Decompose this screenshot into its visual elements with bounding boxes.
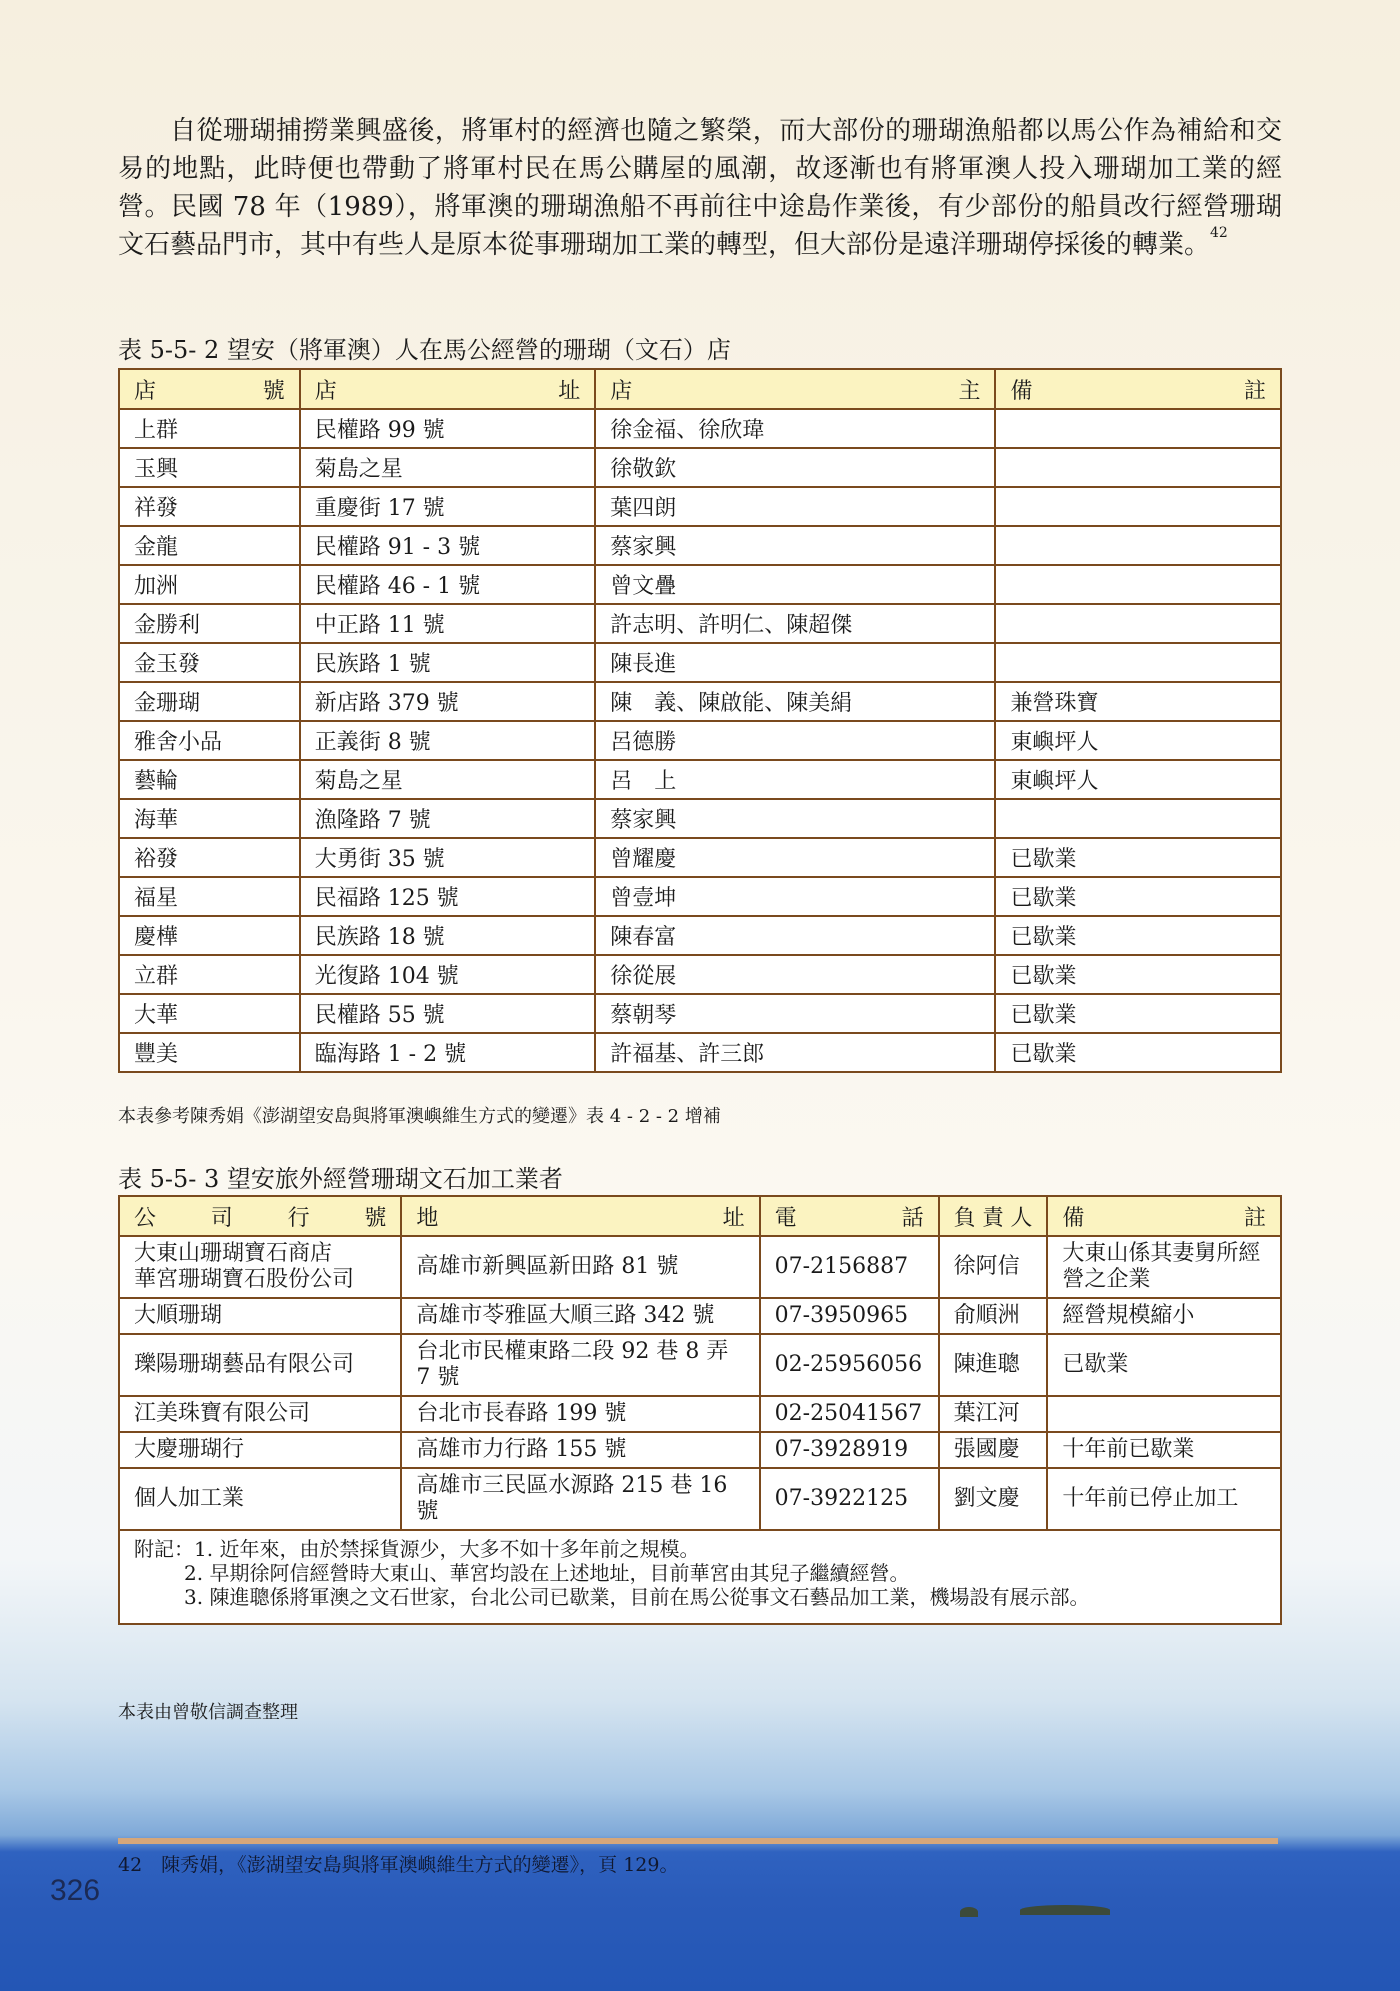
table-cell: 俞順洲	[939, 1298, 1048, 1334]
remark-text: 3. 陳進聰係將軍澳之文石世家，台北公司已歇業，目前在馬公從事文石藝品加工業，機場設有展示部。	[184, 1585, 1090, 1609]
table-cell: 高雄市三民區水源路 215 巷 16 號	[401, 1468, 759, 1530]
table-cell: 蔡家興	[595, 799, 995, 838]
table-cell: 立群	[119, 955, 300, 994]
table-cell	[119, 1236, 401, 1298]
column-header: 公司行號	[119, 1196, 401, 1236]
table-cell: 十年前已停止加工	[1047, 1468, 1281, 1530]
table-cell: 重慶街 17 號	[300, 487, 596, 526]
table-cell: 十年前已歇業	[1047, 1432, 1281, 1468]
table-row	[119, 643, 1281, 682]
table-cell: 瓅陽珊瑚藝品有限公司	[119, 1334, 401, 1396]
table-row	[119, 1298, 1281, 1334]
table-cell: 民權路 55 號	[300, 994, 596, 1033]
table-cell	[995, 565, 1281, 604]
table-row	[119, 1468, 1281, 1530]
table-cell: 許志明、許明仁、陳超傑	[595, 604, 995, 643]
table-cell: 江美珠寶有限公司	[119, 1396, 401, 1432]
table-cell: 民權路 91 - 3 號	[300, 526, 596, 565]
table-row	[119, 487, 1281, 526]
table-cell: 蔡家興	[595, 526, 995, 565]
table-cell: 豐美	[119, 1033, 300, 1072]
table-cell: 陳 義、陳啟能、陳美絹	[595, 682, 995, 721]
table-cell: 雅舍小品	[119, 721, 300, 760]
remark-line	[134, 1585, 1266, 1609]
table-cell: 慶樺	[119, 916, 300, 955]
table-row	[119, 955, 1281, 994]
table-cell: 金勝利	[119, 604, 300, 643]
table-cell: 已歇業	[995, 916, 1281, 955]
coral-processors-table	[118, 1195, 1282, 1625]
table-cell	[995, 487, 1281, 526]
table-cell: 大慶珊瑚行	[119, 1432, 401, 1468]
table-cell: 高雄市苓雅區大順三路 342 號	[401, 1298, 759, 1334]
table-cell: 曾壹坤	[595, 877, 995, 916]
table-cell: 葉江河	[939, 1396, 1048, 1432]
footnote: 42 陳秀娟，《澎湖望安島與將軍澳嶼維生方式的變遷》，頁 129。	[118, 1854, 679, 1876]
table-cell: 呂 上	[595, 760, 995, 799]
page-number: 326	[50, 1874, 101, 1907]
remark-text: 2. 早期徐阿信經營時大東山、華宮均設在上述地址，目前華宮由其兒子繼續經營。	[184, 1561, 910, 1585]
table-cell: 陳春富	[595, 916, 995, 955]
table-cell: 07-3950965	[760, 1298, 939, 1334]
table-cell: 曾耀慶	[595, 838, 995, 877]
table-cell: 玉興	[119, 448, 300, 487]
table-cell: 金珊瑚	[119, 682, 300, 721]
table-cell: 菊島之星	[300, 448, 596, 487]
table-cell	[995, 643, 1281, 682]
table-cell: 07-2156887	[760, 1236, 939, 1298]
table-cell: 已歇業	[995, 955, 1281, 994]
column-header: 店址	[300, 369, 596, 409]
table-cell: 兼營珠寶	[995, 682, 1281, 721]
table-cell: 上群	[119, 409, 300, 448]
table-cell: 民族路 18 號	[300, 916, 596, 955]
table-cell: 葉四朗	[595, 487, 995, 526]
table-cell: 經營規模縮小	[1047, 1298, 1281, 1334]
table-cell: 東嶼坪人	[995, 721, 1281, 760]
table1-source: 本表參考陳秀娟《澎湖望安島與將軍澳嶼維生方式的變遷》表 4 - 2 - 2 增補	[118, 1106, 721, 1127]
table-cell: 加洲	[119, 565, 300, 604]
table-cell: 個人加工業	[119, 1468, 401, 1530]
table-cell: 民族路 1 號	[300, 643, 596, 682]
table-cell: 曾文疊	[595, 565, 995, 604]
table-cell: 漁隆路 7 號	[300, 799, 596, 838]
table-row	[119, 1236, 1281, 1298]
table-cell: 民權路 46 - 1 號	[300, 565, 596, 604]
table2-caption: 表 5-5- 3 望安旅外經營珊瑚文石加工業者	[118, 1165, 563, 1193]
table-cell: 呂德勝	[595, 721, 995, 760]
table-cell: 民福路 125 號	[300, 877, 596, 916]
island-silhouette	[1020, 1905, 1110, 1915]
table-row	[119, 682, 1281, 721]
table-cell: 劉文慶	[939, 1468, 1048, 1530]
table-cell: 海華	[119, 799, 300, 838]
table-cell	[995, 448, 1281, 487]
table-row	[119, 565, 1281, 604]
table-cell: 07-3928919	[760, 1432, 939, 1468]
table-cell: 藝輪	[119, 760, 300, 799]
table-row	[119, 916, 1281, 955]
table-cell: 陳進聰	[939, 1334, 1048, 1396]
table-cell: 金龍	[119, 526, 300, 565]
table-cell: 裕發	[119, 838, 300, 877]
table-row	[119, 838, 1281, 877]
table-cell: 07-3922125	[760, 1468, 939, 1530]
column-header: 負責人	[939, 1196, 1048, 1236]
table-cell: 高雄市新興區新田路 81 號	[401, 1236, 759, 1298]
remark-text: 1. 近年來，由於禁採貨源少，大多不如十多年前之規模。	[194, 1537, 700, 1561]
table-cell: 陳長進	[595, 643, 995, 682]
table-row	[119, 799, 1281, 838]
table-cell: 蔡朝琴	[595, 994, 995, 1033]
table-cell	[995, 409, 1281, 448]
table-cell: 祥發	[119, 487, 300, 526]
table-cell: 大華	[119, 994, 300, 1033]
table-cell: 菊島之星	[300, 760, 596, 799]
table-cell: 許福基、許三郎	[595, 1033, 995, 1072]
table-cell: 已歇業	[995, 838, 1281, 877]
table-cell	[995, 526, 1281, 565]
table-cell	[1047, 1396, 1281, 1432]
column-header: 電話	[760, 1196, 939, 1236]
table-cell: 台北市長春路 199 號	[401, 1396, 759, 1432]
table-cell-line: 大東山珊瑚寶石商店	[134, 1241, 333, 1266]
table-row	[119, 604, 1281, 643]
table-cell: 已歇業	[995, 994, 1281, 1033]
table-cell: 大順珊瑚	[119, 1298, 401, 1334]
rock-silhouette	[960, 1907, 978, 1917]
column-header: 備註	[1047, 1196, 1281, 1236]
table-cell: 臨海路 1 - 2 號	[300, 1033, 596, 1072]
table-cell	[995, 799, 1281, 838]
table1-caption: 表 5-5- 2 望安（將軍澳）人在馬公經營的珊瑚（文石）店	[118, 336, 731, 364]
table-cell: 已歇業	[995, 1033, 1281, 1072]
table-row	[119, 526, 1281, 565]
table-cell: 台北市民權東路二段 92 巷 8 弄 7 號	[401, 1334, 759, 1396]
paragraph-text: 自從珊瑚捕撈業興盛後，將軍村的經濟也隨之繁榮，而大部份的珊瑚漁船都以馬公作為補給和交易的地點，此時便也帶動了將軍村民在馬公購屋的風潮，故逐漸也有將軍澳人投入珊瑚加工業的經營。民國 78 年（1989），將軍澳的珊瑚漁船不再前往中途島作業後，有少部份的船員改行經營珊瑚文石藝品門市，其中有些人是原本從事珊瑚加工業的轉型，但大部份是遠洋珊瑚停採後的轉業。	[118, 116, 1282, 260]
table-cell: 高雄市力行路 155 號	[401, 1432, 759, 1468]
remark-line	[134, 1561, 1266, 1585]
table-cell: 徐阿信	[939, 1236, 1048, 1298]
table-cell: 02-25041567	[760, 1396, 939, 1432]
column-header: 地址	[401, 1196, 759, 1236]
table2-source: 本表由曾敬信調查整理	[118, 1702, 298, 1723]
table-cell: 02-25956056	[760, 1334, 939, 1396]
table-row	[119, 877, 1281, 916]
table-cell-line: 華宮珊瑚寶石股份公司	[134, 1267, 355, 1292]
table-cell: 新店路 379 號	[300, 682, 596, 721]
remarks-label: 附記：	[134, 1537, 194, 1561]
footnote-ref: 42	[1210, 225, 1228, 241]
table-row	[119, 760, 1281, 799]
remark-line	[134, 1537, 1266, 1561]
table-cell: 光復路 104 號	[300, 955, 596, 994]
table-row	[119, 409, 1281, 448]
table-row	[119, 994, 1281, 1033]
remarks-cell	[119, 1530, 1281, 1624]
table-row	[119, 1033, 1281, 1072]
column-header: 店號	[119, 369, 300, 409]
table-cell	[995, 604, 1281, 643]
table-row	[119, 721, 1281, 760]
table-cell: 大東山係其妻舅所經營之企業	[1047, 1236, 1281, 1298]
table-cell: 民權路 99 號	[300, 409, 596, 448]
table-cell: 已歇業	[1047, 1334, 1281, 1396]
body-paragraph	[118, 112, 1282, 264]
table-cell: 徐金福、徐欣瑋	[595, 409, 995, 448]
table-row	[119, 1334, 1281, 1396]
table-cell: 福星	[119, 877, 300, 916]
table-cell: 中正路 11 號	[300, 604, 596, 643]
footnote-divider	[118, 1838, 1278, 1844]
table-row	[119, 448, 1281, 487]
table-cell: 張國慶	[939, 1432, 1048, 1468]
table-cell: 大勇街 35 號	[300, 838, 596, 877]
table-cell: 金玉發	[119, 643, 300, 682]
table-cell: 已歇業	[995, 877, 1281, 916]
coral-shops-table	[118, 368, 1282, 1073]
table-row	[119, 1432, 1281, 1468]
table-cell: 東嶼坪人	[995, 760, 1281, 799]
table-row	[119, 1396, 1281, 1432]
table-cell: 徐敬欽	[595, 448, 995, 487]
column-header: 店主	[595, 369, 995, 409]
column-header: 備註	[995, 369, 1281, 409]
table-cell: 徐從展	[595, 955, 995, 994]
table-cell: 正義街 8 號	[300, 721, 596, 760]
remarks-row	[119, 1530, 1281, 1624]
